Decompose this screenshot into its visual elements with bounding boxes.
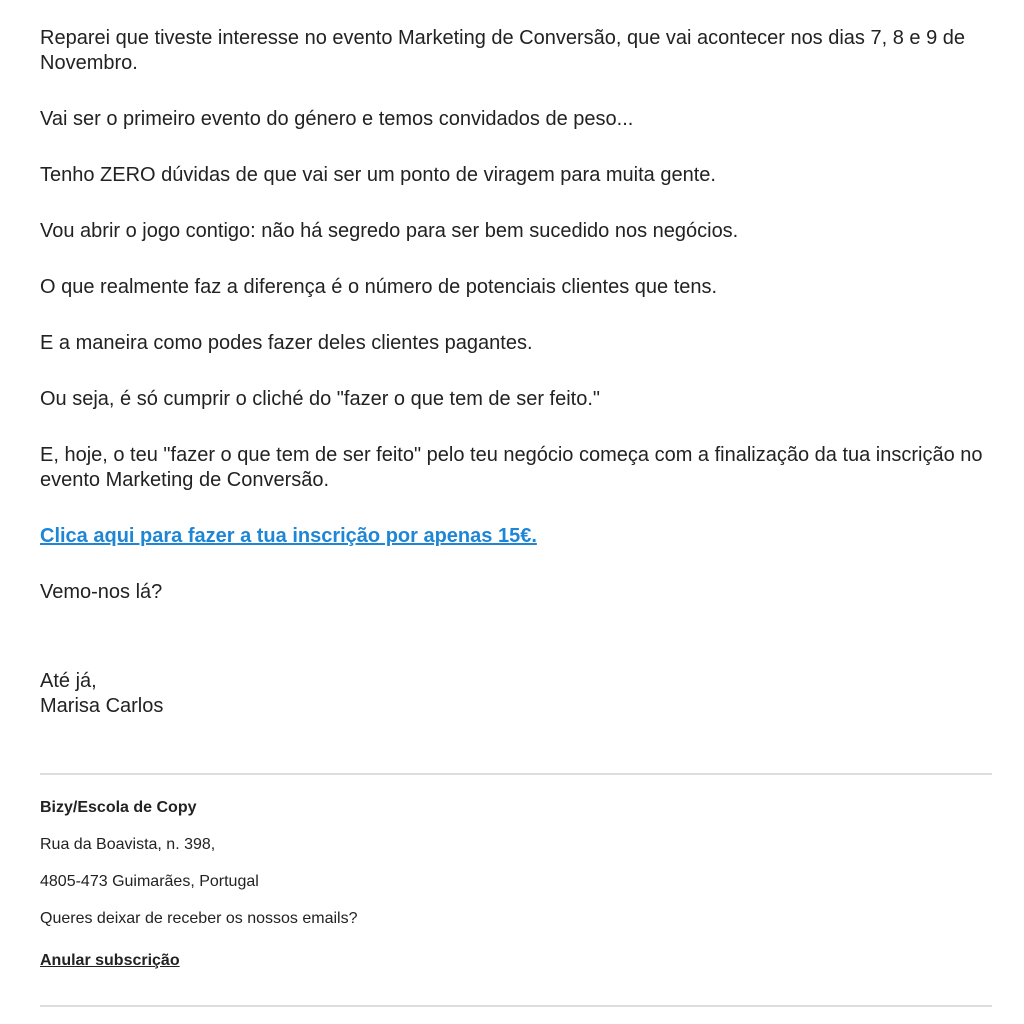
address-line-1: Rua da Boavista, n. 398, bbox=[40, 836, 216, 853]
cta-container bbox=[40, 524, 992, 549]
confidence-paragraph: Tenho ZERO dúvidas de que vai ser um ponto de viragem para muita gente. bbox=[40, 164, 716, 186]
signoff-text: Até já, bbox=[40, 670, 97, 692]
cliche-paragraph: Ou seja, é só cumprir o cliché do "fazer o que tem de ser feito." bbox=[40, 388, 601, 410]
paying-clients-paragraph: E a maneira como podes fazer deles clientes pagantes. bbox=[40, 332, 533, 354]
footer-divider-bottom bbox=[40, 1005, 992, 1007]
company-name: Bizy/Escola de Copy bbox=[40, 799, 197, 816]
today-paragraph: E, hoje, o teu "fazer o que tem de ser feito" pelo teu negócio começa com a finalização da tua inscrição no evento Marketing de Conversão. bbox=[40, 444, 983, 491]
signature-name: Marisa Carlos bbox=[40, 695, 164, 717]
closing-question: Vemo-nos lá? bbox=[40, 581, 163, 603]
registration-link[interactable]: Clica aqui para fazer a tua inscrição por apenas 15€. bbox=[40, 525, 537, 547]
unsubscribe-prompt: Queres deixar de receber os nossos emails? bbox=[40, 910, 358, 927]
email-footer bbox=[40, 797, 992, 971]
secret-paragraph: Vou abrir o jogo contigo: não há segredo para ser bem sucedido nos negócios. bbox=[40, 220, 739, 242]
difference-paragraph: O que realmente faz a diferença é o número de potenciais clientes que tens. bbox=[40, 276, 718, 298]
email-body bbox=[40, 26, 992, 719]
footer-divider-top bbox=[40, 773, 992, 775]
unsubscribe-link[interactable]: Anular subscrição bbox=[40, 952, 180, 969]
intro-paragraph: Reparei que tiveste interesse no evento Marketing de Conversão, que vai acontecer nos dias 7, 8 e 9 de Novembro. bbox=[40, 27, 966, 74]
address-line-2: 4805-473 Guimarães, Portugal bbox=[40, 873, 259, 890]
event-paragraph: Vai ser o primeiro evento do género e temos convidados de peso... bbox=[40, 108, 634, 130]
signoff-block bbox=[40, 669, 992, 719]
